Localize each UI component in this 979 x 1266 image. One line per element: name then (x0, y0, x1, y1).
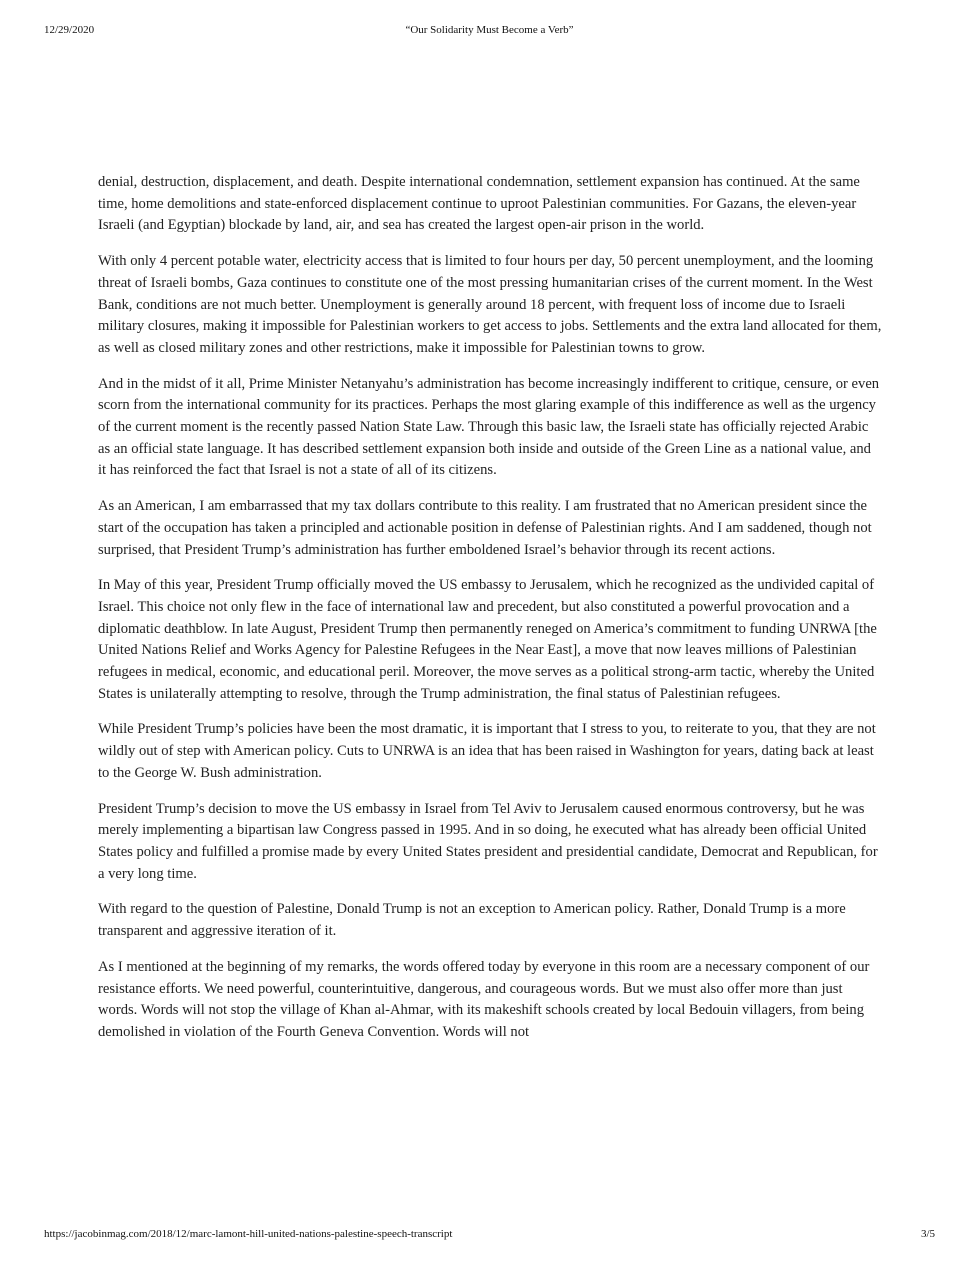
print-footer (44, 1228, 935, 1244)
paragraph: President Trump’s decision to move the US embassy in Israel from Tel Aviv to Jerusalem caused enormous controversy, but he was merely implementing a bipartisan law Congress passed in 1995. And in so doing, he executed what has already been official United States policy and fulfilled a promise made by every United States president and presidential candidate, Democrat and Republican, for a very long time. (98, 800, 878, 882)
paragraph: As I mentioned at the beginning of my remarks, the words offered today by everyone in this room are a necessary component of our resistance efforts. We need powerful, counterintuitive, dangerous, and courageous words. But we must also offer more than just words. Words will not stop the village of Khan al-Ahmar, with its makeshift schools created by local Bedouin villagers, from being demolished in violation of the Fourth Geneva Convention. Words will not (98, 958, 870, 1040)
print-date: 12/29/2020 (44, 24, 95, 36)
paragraph: With only 4 percent potable water, electricity access that is limited to four hours per day, 50 percent unemployment, and the looming threat of Israeli bombs, Gaza continues to constitute one of the most pressing humanitarian crises of the current moment. In the West Bank, conditions are not much better. Unemployment is generally around 18 percent, with frequent loss of income due to Israeli military closures, making it impossible for Palestinian workers to get access to jobs. Settlements and the extra land allocated for them, as well as closed military zones and other restrictions, make it impossible for Palestinian towns to grow. (98, 253, 882, 356)
page-number: 3/5 (920, 1228, 935, 1240)
print-header (44, 24, 935, 40)
article-body (98, 172, 882, 1058)
paragraph: In May of this year, President Trump officially moved the US embassy to Jerusalem, which he recognized as the undivided capital of Israel. This choice not only flew in the face of international law and precedent, but also constituted a powerful provocation and a diplomatic deathblow. In late August, President Trump then permanently reneged on America’s commitment to funding UNRWA [the United Nations Relief and Works Agency for Palestine Refugees in the Near East], a move that now leaves millions of Palestinian refugees in medical, economic, and educational peril. Moreover, the move serves as a political strong-arm tactic, whereby the United States is unilaterally attempting to resolve, through the Trump administration, the final status of Palestinian refugees. (98, 577, 877, 702)
paragraph: denial, destruction, displacement, and death. Despite international condemnation, settlement expansion has continued. At the same time, home demolitions and state-enforced displacement continue to uproot Palestinian communities. For Gazans, the eleven-year Israeli (and Egyptian) blockade by land, air, and sea has created the largest open-air prison in the world. (98, 174, 860, 234)
paragraph: And in the midst of it all, Prime Minister Netanyahu’s administration has become increasingly indifferent to critique, censure, or even scorn from the international community for its practices. Perhaps the most glaring example of this indifference as well as the urgency of the current moment is the recently passed Nation State Law. Through this basic law, the Israeli state has officially rejected Arabic as an official state language. It has described settlement expansion both inside and outside of the Green Line as a national value, and it has reinforced the fact that Israel is not a state of all of its citizens. (98, 375, 880, 479)
page-title: “Our Solidarity Must Become a Verb” (405, 24, 574, 36)
paragraph: With regard to the question of Palestine, Donald Trump is not an exception to American policy. Rather, Donald Trump is a more transparent and aggressive iteration of it. (98, 901, 846, 940)
paragraph: As an American, I am embarrassed that my tax dollars contribute to this reality. I am frustrated that no American president since the start of the occupation has taken a principled and actionable position in defense of Palestinian rights. And I am saddened, though not surprised, that President Trump’s administration has further emboldened Israel’s behavior through its recent actions. (98, 498, 872, 558)
paragraph: While President Trump’s policies have been the most dramatic, it is important that I stress to you, to reiterate to you, that they are not wildly out of step with American policy. Cuts to UNRWA is an idea that has been raised in Washington for years, dating back at least to the George W. Bush administration. (98, 721, 876, 781)
source-url[interactable]: https://jacobinmag.com/2018/12/marc-lamont-hill-united-nations-palestine-speech-transcript (44, 1228, 453, 1240)
